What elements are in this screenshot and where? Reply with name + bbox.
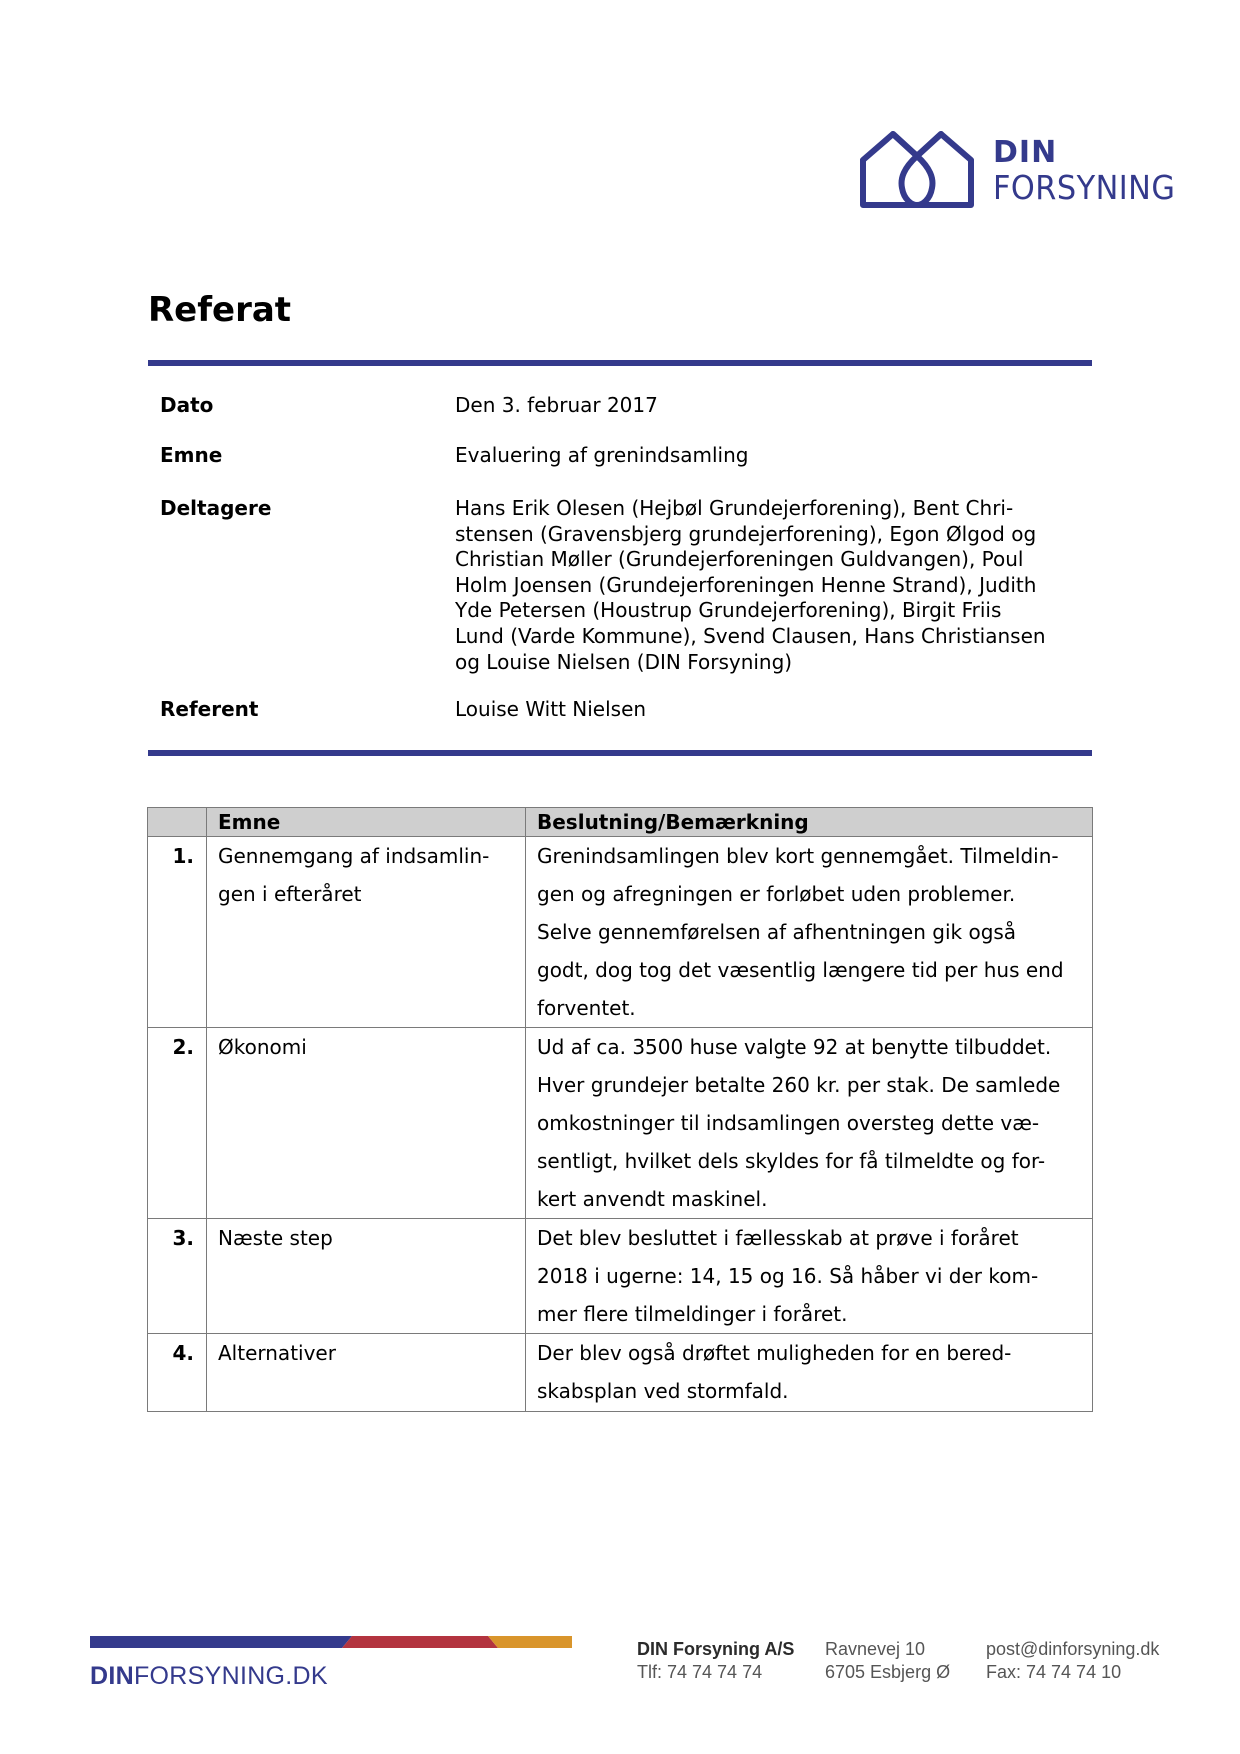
row-number: 3. <box>148 1219 207 1334</box>
table-row <box>148 1334 1093 1412</box>
footer-address-col <box>825 1638 950 1684</box>
row-decision <box>526 1028 1093 1219</box>
referent-label: Referent <box>160 697 259 721</box>
decision-line: gen og afregningen er forløbet uden problemer. <box>537 882 1016 906</box>
bottom-divider <box>148 750 1092 756</box>
table-row <box>148 837 1093 1028</box>
row-decision <box>526 1334 1093 1412</box>
participants-line: stensen (Gravensbjerg grundejerforening), Egon Ølgod og <box>455 521 1037 546</box>
decision-line: sentligt, hvilket dels skyldes for få tilmeldte og for- <box>537 1149 1046 1173</box>
participants-label: Deltagere <box>160 496 272 520</box>
subject-line: Næste step <box>218 1226 333 1250</box>
footer-company-col <box>637 1638 794 1684</box>
decision-line: godt, dog tog det væsentlig længere tid per hus end <box>537 958 1064 982</box>
header-subject: Emne <box>207 808 526 837</box>
footer-company: DIN Forsyning A/S <box>637 1639 795 1659</box>
subject-line: Alternativer <box>218 1341 336 1365</box>
decision-line: skabsplan ved stormfald. <box>537 1379 789 1403</box>
footer-fax: Fax: 74 74 74 10 <box>986 1662 1122 1682</box>
table-row <box>148 1028 1093 1219</box>
subject-label: Emne <box>160 443 223 467</box>
participants-line: Christian Møller (Grundejerforeningen Guldvangen), Poul <box>455 547 1024 572</box>
header-num <box>148 808 207 837</box>
footer-email[interactable]: post@dinforsyning.dk <box>986 1639 1160 1659</box>
footer-contact-col <box>986 1638 1159 1684</box>
date-value: Den 3. februar 2017 <box>455 393 658 417</box>
subject-line: gen i efteråret <box>218 882 362 906</box>
subject-line: Økonomi <box>218 1035 307 1059</box>
participants-value <box>455 496 1095 675</box>
company-logo <box>858 130 1188 212</box>
decision-line: Der blev også drøftet muligheden for en bered- <box>537 1341 1012 1365</box>
row-subject <box>207 1219 526 1334</box>
row-subject <box>207 1334 526 1412</box>
participants-line: og Louise Nielsen (DIN Forsyning) <box>455 649 793 674</box>
participants-line: Hans Erik Olesen (Hejbøl Grundejerforening), Bent Chri- <box>455 496 1014 520</box>
participants-line: Yde Petersen (Houstrup Grundejerforening), Birgit Friis <box>455 598 1002 623</box>
participants-line: Lund (Varde Kommune), Svend Clausen, Hans Christiansen <box>455 623 1046 648</box>
footer-city: 6705 Esbjerg Ø <box>825 1662 951 1682</box>
header-decision: Beslutning/Bemærkning <box>526 808 1093 837</box>
house-drop-logo-icon <box>858 130 978 212</box>
decision-line: 2018 i ugerne: 14, 15 og 16. Så håber vi der kom- <box>537 1264 1039 1288</box>
footer-site-bold: DIN <box>90 1662 134 1690</box>
footer-street: Ravnevej 10 <box>825 1639 926 1659</box>
row-subject <box>207 837 526 1028</box>
decision-line: Grenindsamlingen blev kort gennemgået. Tilmeldin- <box>537 844 1059 868</box>
decision-line: kert anvendt maskinel. <box>537 1187 768 1211</box>
top-divider <box>148 360 1092 366</box>
footer-website <box>90 1662 328 1691</box>
participants-line: Holm Joensen (Grundejerforeningen Henne Strand), Judith <box>455 572 1037 597</box>
subject-line: Gennemgang af indsamlin- <box>218 844 490 868</box>
row-decision <box>526 837 1093 1028</box>
decision-line: forventet. <box>537 996 636 1020</box>
decision-line: Selve gennemførelsen af afhentningen gik også <box>537 920 1017 944</box>
decision-line: Det blev besluttet i fællesskab at prøve i foråret <box>537 1226 1019 1250</box>
date-label: Dato <box>160 393 214 417</box>
row-decision <box>526 1219 1093 1334</box>
decision-line: Hver grundejer betalte 260 kr. per stak. De samlede <box>537 1073 1061 1097</box>
row-number: 4. <box>148 1334 207 1412</box>
page-title: Referat <box>148 290 292 330</box>
row-number: 1. <box>148 837 207 1028</box>
row-number: 2. <box>148 1028 207 1219</box>
decision-line: Ud af ca. 3500 huse valgte 92 at benytte tilbuddet. <box>537 1035 1052 1059</box>
decision-line: mer flere tilmeldinger i foråret. <box>537 1302 848 1326</box>
agenda-table <box>147 807 1093 1412</box>
decision-line: omkostninger til indsamlingen oversteg dette væ- <box>537 1111 1040 1135</box>
footer-site-rest: FORSYNING.DK <box>133 1662 328 1690</box>
table-header-row <box>148 808 1093 837</box>
logo-forsyning: FORSYNING <box>993 168 1176 207</box>
logo-wordmark <box>993 135 1191 207</box>
logo-din: DIN <box>993 135 1058 170</box>
subject-value: Evaluering af grenindsamling <box>455 443 749 467</box>
footer-color-bar <box>90 1636 572 1648</box>
footer-phone: Tlf: 74 74 74 74 <box>637 1662 763 1682</box>
referent-value: Louise Witt Nielsen <box>455 697 647 721</box>
table-row <box>148 1219 1093 1334</box>
row-subject <box>207 1028 526 1219</box>
